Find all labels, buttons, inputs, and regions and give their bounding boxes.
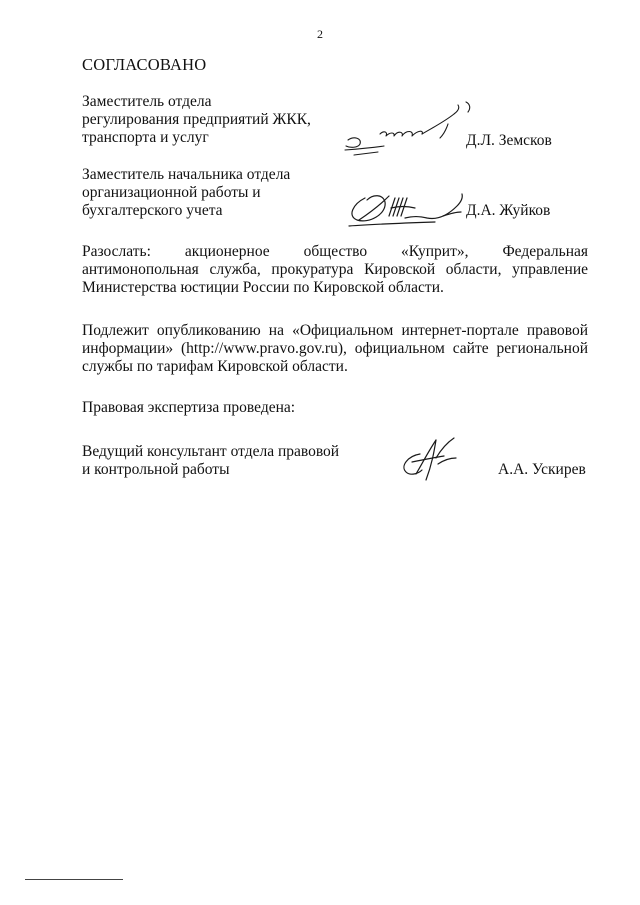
publication-paragraph: Подлежит опубликованию на «Официальном интернет-портале правовой информации» (http://www.pravo.gov.ru), официальном сайте региональной службы по тарифам Кировской области. <box>82 322 588 375</box>
legal-review-name: А.А. Ускирев <box>498 461 586 478</box>
approval-2-position-line: бухгалтерского учета <box>82 202 223 219</box>
footer-rule <box>25 879 123 880</box>
approval-1-signature <box>340 100 480 156</box>
approval-2-position-line: Заместитель начальника отдела <box>82 166 291 183</box>
approval-2-position-line: организационной работы и <box>82 184 261 201</box>
legal-review-statement: Правовая экспертиза проведена: <box>82 399 296 416</box>
legal-review-position <box>82 443 382 479</box>
approval-1-position <box>82 93 362 147</box>
approval-heading: СОГЛАСОВАНО <box>82 55 207 74</box>
legal-review-position-line: и контрольной работы <box>82 461 230 478</box>
approval-2-signature <box>345 186 470 230</box>
approval-2-name: Д.А. Жуйков <box>466 202 551 219</box>
legal-review-position-line: Ведущий консультант отдела правовой <box>82 443 340 460</box>
page-number: 2 <box>317 27 323 41</box>
approval-1-name: Д.Л. Земсков <box>466 132 552 149</box>
approval-1-position-line: Заместитель отдела <box>82 93 212 110</box>
legal-review-signature <box>398 434 462 484</box>
approval-2-position <box>82 166 362 220</box>
approval-1-position-line: регулирования предприятий ЖКК, <box>82 111 311 128</box>
approval-1-position-line: транспорта и услуг <box>82 129 209 146</box>
distribution-paragraph: Разослать: акционерное общество «Куприт», Федеральная антимонопольная служба, прокуратура Кировской области, управление Министерства юстиции России по Кировской области. <box>82 243 588 296</box>
